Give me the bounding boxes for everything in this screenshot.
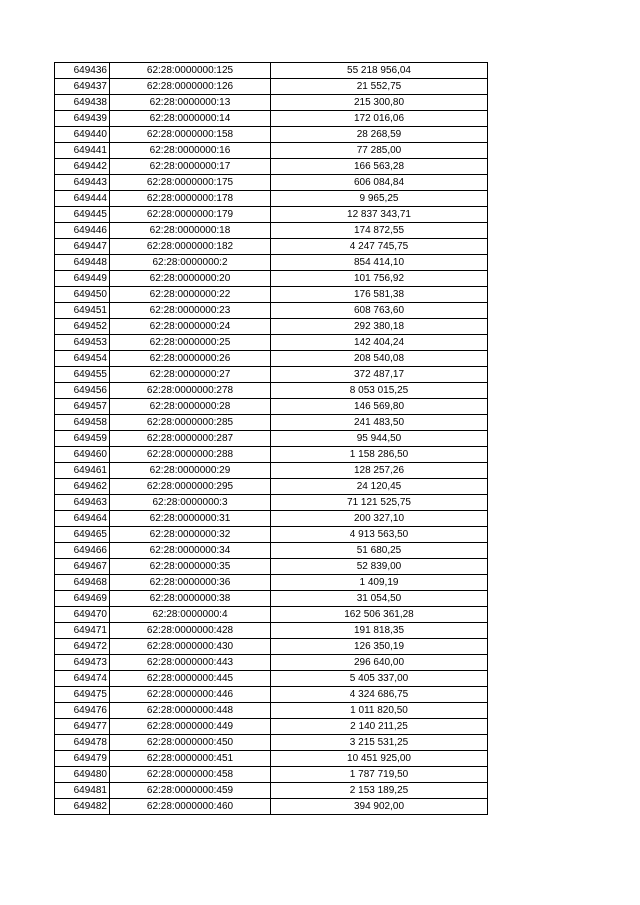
row-number-cell: 649450: [55, 287, 110, 303]
value-cell: 21 552,75: [271, 79, 488, 95]
table-row: [55, 639, 488, 655]
cadastral-number-cell: 62:28:0000000:31: [110, 511, 271, 527]
table-row: [55, 287, 488, 303]
cadastral-number-cell: 62:28:0000000:22: [110, 287, 271, 303]
table-row: [55, 511, 488, 527]
table-row: [55, 223, 488, 239]
row-number-cell: 649458: [55, 415, 110, 431]
table-row: [55, 95, 488, 111]
table-row: [55, 591, 488, 607]
cadastral-number-cell: 62:28:0000000:125: [110, 63, 271, 79]
cadastral-number-cell: 62:28:0000000:20: [110, 271, 271, 287]
row-number-cell: 649437: [55, 79, 110, 95]
table-row: [55, 527, 488, 543]
value-cell: 128 257,26: [271, 463, 488, 479]
value-cell: 3 215 531,25: [271, 735, 488, 751]
row-number-cell: 649459: [55, 431, 110, 447]
row-number-cell: 649449: [55, 271, 110, 287]
row-number-cell: 649453: [55, 335, 110, 351]
value-cell: 2 153 189,25: [271, 783, 488, 799]
cadastral-number-cell: 62:28:0000000:158: [110, 127, 271, 143]
value-cell: 241 483,50: [271, 415, 488, 431]
cadastral-number-cell: 62:28:0000000:26: [110, 351, 271, 367]
row-number-cell: 649444: [55, 191, 110, 207]
value-cell: 215 300,80: [271, 95, 488, 111]
value-cell: 51 680,25: [271, 543, 488, 559]
value-cell: 394 902,00: [271, 799, 488, 815]
table-row: [55, 239, 488, 255]
value-cell: 372 487,17: [271, 367, 488, 383]
data-table: [54, 62, 488, 815]
row-number-cell: 649457: [55, 399, 110, 415]
cadastral-number-cell: 62:28:0000000:449: [110, 719, 271, 735]
table-row: [55, 63, 488, 79]
table-row: [55, 495, 488, 511]
row-number-cell: 649479: [55, 751, 110, 767]
value-cell: 172 016,06: [271, 111, 488, 127]
row-number-cell: 649475: [55, 687, 110, 703]
cadastral-number-cell: 62:28:0000000:179: [110, 207, 271, 223]
value-cell: 176 581,38: [271, 287, 488, 303]
row-number-cell: 649473: [55, 655, 110, 671]
table-row: [55, 143, 488, 159]
cadastral-number-cell: 62:28:0000000:13: [110, 95, 271, 111]
table-row: [55, 607, 488, 623]
table-row: [55, 671, 488, 687]
table-row: [55, 207, 488, 223]
value-cell: 296 640,00: [271, 655, 488, 671]
value-cell: 31 054,50: [271, 591, 488, 607]
row-number-cell: 649446: [55, 223, 110, 239]
row-number-cell: 649443: [55, 175, 110, 191]
cadastral-number-cell: 62:28:0000000:443: [110, 655, 271, 671]
row-number-cell: 649467: [55, 559, 110, 575]
value-cell: 101 756,92: [271, 271, 488, 287]
table-row: [55, 799, 488, 815]
row-number-cell: 649461: [55, 463, 110, 479]
table-row: [55, 479, 488, 495]
cadastral-number-cell: 62:28:0000000:460: [110, 799, 271, 815]
table-row: [55, 783, 488, 799]
value-cell: 1 158 286,50: [271, 447, 488, 463]
table-row: [55, 351, 488, 367]
row-number-cell: 649464: [55, 511, 110, 527]
value-cell: 200 327,10: [271, 511, 488, 527]
value-cell: 55 218 956,04: [271, 63, 488, 79]
value-cell: 162 506 361,28: [271, 607, 488, 623]
cadastral-number-cell: 62:28:0000000:178: [110, 191, 271, 207]
row-number-cell: 649462: [55, 479, 110, 495]
row-number-cell: 649472: [55, 639, 110, 655]
row-number-cell: 649477: [55, 719, 110, 735]
table-row: [55, 255, 488, 271]
value-cell: 142 404,24: [271, 335, 488, 351]
value-cell: 4 324 686,75: [271, 687, 488, 703]
table-row: [55, 735, 488, 751]
row-number-cell: 649451: [55, 303, 110, 319]
cadastral-number-cell: 62:28:0000000:17: [110, 159, 271, 175]
value-cell: 1 787 719,50: [271, 767, 488, 783]
value-cell: 71 121 525,75: [271, 495, 488, 511]
table-row: [55, 703, 488, 719]
row-number-cell: 649465: [55, 527, 110, 543]
cadastral-number-cell: 62:28:0000000:2: [110, 255, 271, 271]
value-cell: 606 084,84: [271, 175, 488, 191]
value-cell: 95 944,50: [271, 431, 488, 447]
cadastral-number-cell: 62:28:0000000:3: [110, 495, 271, 511]
cadastral-number-cell: 62:28:0000000:446: [110, 687, 271, 703]
row-number-cell: 649456: [55, 383, 110, 399]
row-number-cell: 649463: [55, 495, 110, 511]
cadastral-number-cell: 62:28:0000000:175: [110, 175, 271, 191]
row-number-cell: 649440: [55, 127, 110, 143]
table-row: [55, 623, 488, 639]
cadastral-number-cell: 62:28:0000000:285: [110, 415, 271, 431]
value-cell: 1 011 820,50: [271, 703, 488, 719]
value-cell: 8 053 015,25: [271, 383, 488, 399]
value-cell: 4 247 745,75: [271, 239, 488, 255]
value-cell: 10 451 925,00: [271, 751, 488, 767]
row-number-cell: 649474: [55, 671, 110, 687]
cadastral-number-cell: 62:28:0000000:23: [110, 303, 271, 319]
cadastral-number-cell: 62:28:0000000:428: [110, 623, 271, 639]
value-cell: 52 839,00: [271, 559, 488, 575]
table-row: [55, 191, 488, 207]
table-row: [55, 367, 488, 383]
cadastral-number-cell: 62:28:0000000:278: [110, 383, 271, 399]
row-number-cell: 649438: [55, 95, 110, 111]
row-number-cell: 649452: [55, 319, 110, 335]
row-number-cell: 649447: [55, 239, 110, 255]
table-row: [55, 335, 488, 351]
cadastral-number-cell: 62:28:0000000:24: [110, 319, 271, 335]
row-number-cell: 649468: [55, 575, 110, 591]
table-row: [55, 751, 488, 767]
row-number-cell: 649482: [55, 799, 110, 815]
table-row: [55, 159, 488, 175]
value-cell: 4 913 563,50: [271, 527, 488, 543]
row-number-cell: 649478: [55, 735, 110, 751]
row-number-cell: 649470: [55, 607, 110, 623]
row-number-cell: 649454: [55, 351, 110, 367]
table-row: [55, 447, 488, 463]
table-row: [55, 415, 488, 431]
cadastral-number-cell: 62:28:0000000:32: [110, 527, 271, 543]
table-body: [55, 63, 488, 815]
row-number-cell: 649442: [55, 159, 110, 175]
cadastral-number-cell: 62:28:0000000:38: [110, 591, 271, 607]
row-number-cell: 649481: [55, 783, 110, 799]
row-number-cell: 649439: [55, 111, 110, 127]
cadastral-number-cell: 62:28:0000000:16: [110, 143, 271, 159]
cadastral-number-cell: 62:28:0000000:18: [110, 223, 271, 239]
value-cell: 208 540,08: [271, 351, 488, 367]
value-cell: 146 569,80: [271, 399, 488, 415]
row-number-cell: 649476: [55, 703, 110, 719]
cadastral-number-cell: 62:28:0000000:445: [110, 671, 271, 687]
cadastral-number-cell: 62:28:0000000:35: [110, 559, 271, 575]
cadastral-number-cell: 62:28:0000000:448: [110, 703, 271, 719]
table-row: [55, 383, 488, 399]
row-number-cell: 649448: [55, 255, 110, 271]
value-cell: 1 409,19: [271, 575, 488, 591]
value-cell: 28 268,59: [271, 127, 488, 143]
cadastral-number-cell: 62:28:0000000:25: [110, 335, 271, 351]
cadastral-number-cell: 62:28:0000000:126: [110, 79, 271, 95]
value-cell: 24 120,45: [271, 479, 488, 495]
value-cell: 126 350,19: [271, 639, 488, 655]
table-row: [55, 399, 488, 415]
cadastral-number-cell: 62:28:0000000:451: [110, 751, 271, 767]
value-cell: 174 872,55: [271, 223, 488, 239]
table-row: [55, 719, 488, 735]
row-number-cell: 649466: [55, 543, 110, 559]
table-row: [55, 463, 488, 479]
cadastral-number-cell: 62:28:0000000:288: [110, 447, 271, 463]
table-row: [55, 79, 488, 95]
table-row: [55, 431, 488, 447]
value-cell: 5 405 337,00: [271, 671, 488, 687]
table-row: [55, 575, 488, 591]
row-number-cell: 649455: [55, 367, 110, 383]
cadastral-number-cell: 62:28:0000000:14: [110, 111, 271, 127]
value-cell: 77 285,00: [271, 143, 488, 159]
table-row: [55, 543, 488, 559]
value-cell: 191 818,35: [271, 623, 488, 639]
cadastral-number-cell: 62:28:0000000:459: [110, 783, 271, 799]
table-row: [55, 319, 488, 335]
value-cell: 12 837 343,71: [271, 207, 488, 223]
cadastral-number-cell: 62:28:0000000:450: [110, 735, 271, 751]
cadastral-number-cell: 62:28:0000000:36: [110, 575, 271, 591]
value-cell: 854 414,10: [271, 255, 488, 271]
value-cell: 608 763,60: [271, 303, 488, 319]
row-number-cell: 649471: [55, 623, 110, 639]
table-row: [55, 175, 488, 191]
table-row: [55, 687, 488, 703]
cadastral-number-cell: 62:28:0000000:4: [110, 607, 271, 623]
table-row: [55, 767, 488, 783]
cadastral-number-cell: 62:28:0000000:27: [110, 367, 271, 383]
row-number-cell: 649480: [55, 767, 110, 783]
row-number-cell: 649469: [55, 591, 110, 607]
table-row: [55, 559, 488, 575]
table-row: [55, 655, 488, 671]
cadastral-number-cell: 62:28:0000000:430: [110, 639, 271, 655]
table-row: [55, 127, 488, 143]
value-cell: 292 380,18: [271, 319, 488, 335]
row-number-cell: 649445: [55, 207, 110, 223]
value-cell: 166 563,28: [271, 159, 488, 175]
cadastral-number-cell: 62:28:0000000:287: [110, 431, 271, 447]
row-number-cell: 649460: [55, 447, 110, 463]
cadastral-number-cell: 62:28:0000000:458: [110, 767, 271, 783]
cadastral-number-cell: 62:28:0000000:29: [110, 463, 271, 479]
cadastral-number-cell: 62:28:0000000:295: [110, 479, 271, 495]
cadastral-number-cell: 62:28:0000000:34: [110, 543, 271, 559]
row-number-cell: 649441: [55, 143, 110, 159]
value-cell: 9 965,25: [271, 191, 488, 207]
table-row: [55, 303, 488, 319]
table-row: [55, 111, 488, 127]
cadastral-number-cell: 62:28:0000000:182: [110, 239, 271, 255]
cadastral-number-cell: 62:28:0000000:28: [110, 399, 271, 415]
table-row: [55, 271, 488, 287]
row-number-cell: 649436: [55, 63, 110, 79]
value-cell: 2 140 211,25: [271, 719, 488, 735]
